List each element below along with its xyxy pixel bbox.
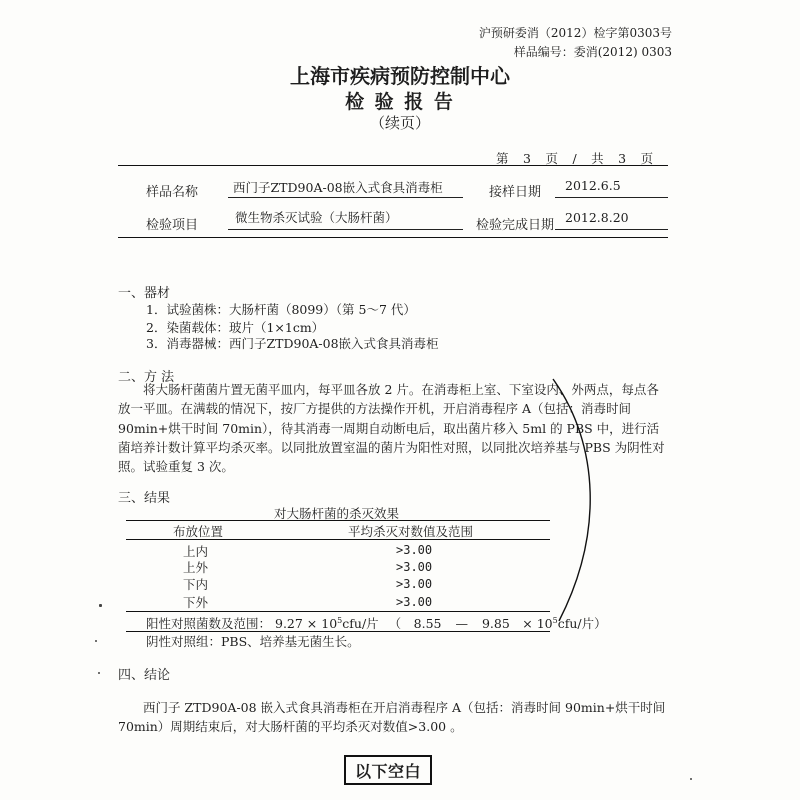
- method-paragraph: 将大肠杆菌菌片置无菌平皿内，每平皿各放 2 片。在消毒柜上室、下室设内、外两点，每点各放一平皿。在满载的情况下，按厂方提供的方法操作开机，开启消毒程序 A（包括：消毒时间 90min+烘干时间 70min），待其消毒一周期自动断电后，取出菌片移入 5ml 的 PBS 中，进行活菌培养计数计算平均杀灭率。以同批放置室温的菌片为阳性对照，以同批次培养基与 PBS 为阴性对照。试验重复 3 次。: [118, 382, 665, 475]
- header-divider: [118, 237, 668, 238]
- receive-date-value: 2012.6.5: [565, 178, 621, 193]
- table-row-value: >3.00: [396, 560, 433, 574]
- report-title: 检 验 报 告: [345, 91, 455, 113]
- positive-control-mean: 9.27 × 10: [275, 616, 338, 631]
- table-row-value: >3.00: [396, 543, 433, 557]
- scan-speck: [99, 604, 102, 607]
- positive-control-range-low: （ 8.55: [388, 616, 442, 631]
- complete-date-underline: [555, 229, 668, 230]
- table-bottom-rule: [126, 611, 550, 612]
- receive-date-label: 接样日期: [489, 185, 542, 200]
- test-item-label: 检验项目: [146, 218, 199, 233]
- complete-date-value: 2012.8.20: [565, 210, 629, 225]
- positive-control-line: [146, 614, 607, 632]
- table-row-value: >3.00: [396, 577, 433, 591]
- sample-name-label: 样品名称: [146, 185, 199, 200]
- table-caption: 对大肠杆菌的杀灭效果: [274, 506, 400, 521]
- positive-control-label: 阳性对照菌数及范围：: [146, 616, 272, 631]
- positive-control-exponent: 5: [337, 615, 343, 625]
- handwritten-arc-mark: [545, 375, 595, 625]
- organization-title: 上海市疾病预防控制中心: [290, 64, 510, 88]
- positive-control-range-exponent: 5: [552, 615, 558, 625]
- table-header-rule: [126, 539, 550, 540]
- scan-speck: [98, 672, 100, 674]
- test-item-value: 微生物杀灭试验（大肠杆菌）: [235, 210, 398, 225]
- report-reference-number: 沪预研委消（2012）检字第0303号: [478, 26, 672, 40]
- complete-date-label: 检验完成日期: [476, 218, 555, 233]
- positive-control-dash: —: [455, 616, 468, 631]
- conclusion-paragraph: 西门子 ZTD90A-08 嵌入式食具消毒柜在开启消毒程序 A（包括：消毒时间 90min+烘干时间 70min）周期结束后，对大肠杆菌的平均杀灭对数值>3.00 。: [118, 700, 666, 734]
- equipment-item: 2．染菌载体：玻片（1×1cm）: [146, 320, 325, 335]
- section-results-title: 三、结果: [118, 491, 171, 506]
- blank-below-stamp: 以下空白: [344, 755, 432, 785]
- sample-number: 样品编号：委消(2012) 0303: [513, 45, 672, 59]
- table-row-position: 上内: [183, 544, 209, 559]
- equipment-item: 3．消毒器械：西门子ZTD90A-08嵌入式食具消毒柜: [146, 336, 439, 351]
- test-item-underline: [228, 229, 463, 230]
- positive-control-unit: cfu/片: [342, 616, 379, 631]
- receive-date-underline: [555, 197, 668, 198]
- scan-speck: [690, 778, 692, 780]
- page-info-divider: [118, 165, 668, 166]
- scan-speck: [95, 640, 97, 642]
- continued-label: （续页）: [369, 114, 430, 132]
- table-top-rule: [126, 520, 550, 521]
- section-conclusion-title: 四、结论: [118, 668, 171, 683]
- section-method-title: 二、方 法: [118, 370, 175, 385]
- table-header-position: 布放位置: [173, 524, 224, 539]
- equipment-item: 1．试验菌株：大肠杆菌（8099）（第 5～7 代）: [146, 302, 416, 317]
- positive-control-range-unit: cfu/片）: [557, 616, 607, 631]
- table-row-value: >3.00: [396, 595, 433, 609]
- table-row-position: 上外: [183, 560, 209, 575]
- negative-control-line: 阴性对照组：PBS、培养基无菌生长。: [146, 634, 360, 649]
- positive-control-range-high: 9.85 × 10: [481, 616, 553, 631]
- table-row-position: 下内: [183, 577, 209, 592]
- table-header-log-reduction: 平均杀灭对数值及范围: [348, 524, 474, 539]
- sample-name-underline: [228, 197, 463, 198]
- table-row-position: 下外: [183, 595, 209, 610]
- sample-name-value: 西门子ZTD90A-08嵌入式食具消毒柜: [233, 180, 443, 195]
- section-equipment-title: 一、器材: [118, 286, 171, 301]
- page-info: 第 3 页 / 共 3 页: [496, 151, 655, 166]
